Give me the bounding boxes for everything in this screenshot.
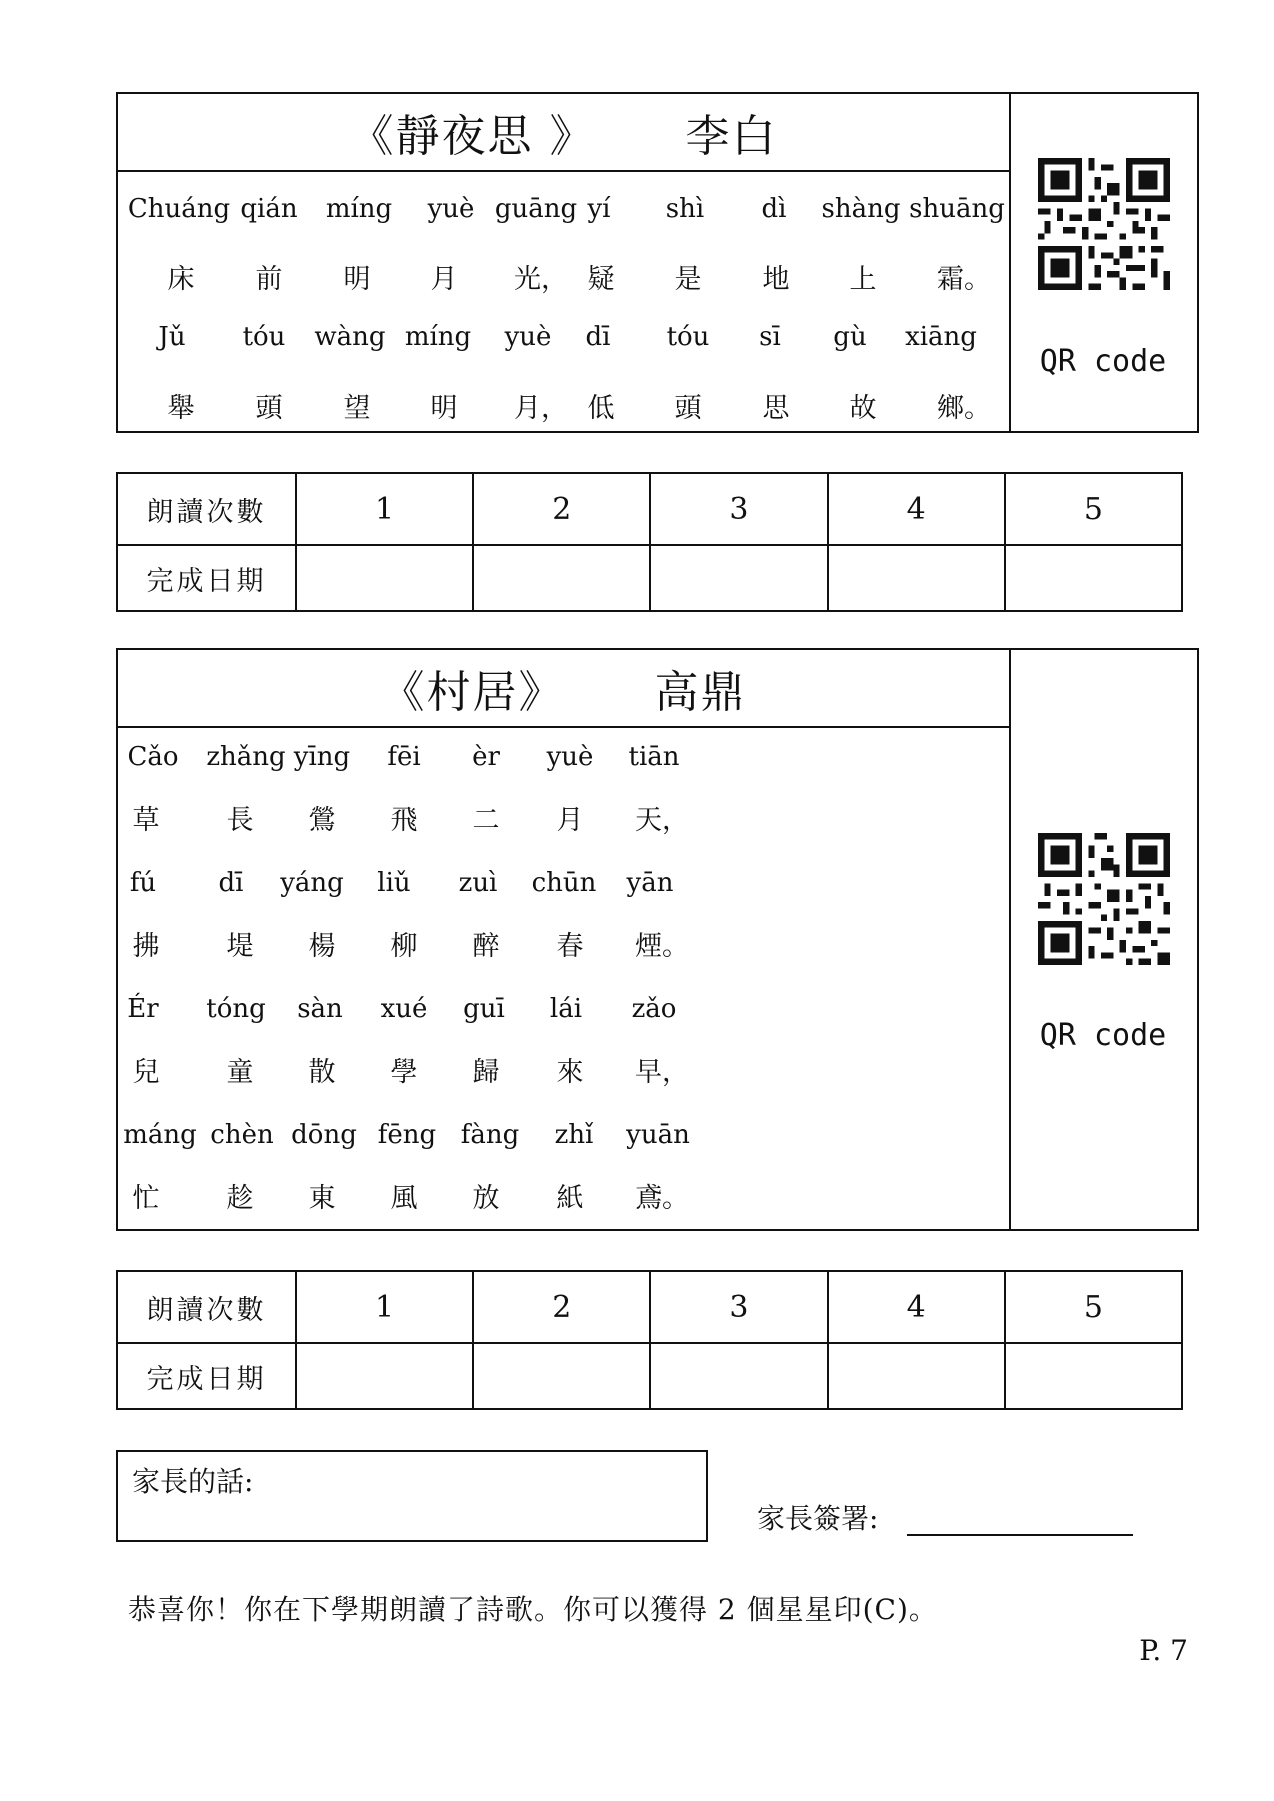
pinyin: yuè [427, 194, 475, 224]
completion-date-cell[interactable] [828, 1343, 1005, 1409]
pinyin: lái [549, 994, 583, 1024]
completion-date-cell[interactable] [1005, 1343, 1182, 1409]
pinyin: fàng [460, 1120, 520, 1150]
pinyin: zuì [458, 868, 498, 898]
poem-1-title: 《靜夜思 》 [349, 111, 596, 162]
poem-1-title-bar [118, 94, 1009, 172]
pinyin: yáng [280, 868, 344, 898]
reading-count-cell: 2 [473, 1271, 650, 1343]
pinyin: fú [129, 868, 157, 898]
pinyin: chūn [531, 868, 597, 898]
qr-code-label: QR code [1039, 1018, 1167, 1053]
poem-box-2 [116, 648, 1199, 1231]
hanzi: 二 [472, 805, 500, 836]
pinyin: yuān [626, 1120, 690, 1150]
hanzi: 疑 [587, 264, 615, 295]
pinyin: fēi [387, 742, 421, 772]
hanzi: 月 [430, 264, 458, 295]
reading-count-cell: 3 [650, 473, 827, 545]
hanzi: 鶯 [308, 805, 336, 836]
pinyin: shuāng [909, 194, 1005, 224]
hanzi: 地 [762, 264, 790, 295]
pinyin: dī [218, 868, 244, 898]
pinyin: liǔ [377, 868, 411, 898]
poem-1-content [118, 94, 1011, 431]
pinyin: zhǐ [554, 1120, 594, 1150]
poem-1-author: 李白 [685, 111, 778, 162]
hanzi: 煙。 [635, 931, 689, 962]
pinyin: tóng [206, 994, 266, 1024]
reading-count-cell: 3 [650, 1271, 827, 1343]
pinyin: dī [585, 322, 611, 352]
hanzi: 趁 [226, 1183, 254, 1214]
hanzi: 光， [514, 264, 568, 295]
hanzi: 醉 [472, 931, 500, 962]
pinyin: Jǔ [158, 322, 186, 352]
pinyin: fēng [377, 1120, 437, 1150]
hanzi: 來 [556, 1057, 584, 1088]
hanzi: 春 [556, 931, 584, 962]
qr-code-label: QR code [1039, 344, 1167, 379]
hanzi: 紙 [556, 1183, 584, 1214]
reading-count-cell: 4 [828, 1271, 1005, 1343]
hanzi: 拂 [132, 931, 160, 962]
pinyin: zhǎng [206, 742, 286, 772]
reading-count-cell: 1 [296, 1271, 473, 1343]
pinyin: qián [240, 194, 298, 224]
completion-date-label: 完成日期 [117, 1343, 296, 1409]
pinyin: Chuáng [127, 194, 231, 224]
hanzi: 霜。 [937, 264, 991, 295]
reading-count-cell: 2 [473, 473, 650, 545]
poem-1-lines [118, 172, 1009, 431]
completion-date-cell[interactable] [296, 545, 473, 611]
pinyin: xué [380, 994, 428, 1024]
hanzi: 低 [587, 393, 615, 424]
pinyin: guī [463, 994, 505, 1024]
completion-date-cell[interactable] [473, 545, 650, 611]
pinyin: wàng [314, 322, 386, 352]
qr-code-icon[interactable] [1038, 833, 1170, 965]
reading-count-label: 朗讀次數 [117, 1271, 296, 1343]
pinyin: guāng [494, 194, 578, 224]
hanzi: 月， [514, 393, 568, 424]
pinyin: èr [472, 742, 500, 772]
hanzi: 放 [472, 1183, 500, 1214]
hanzi: 歸 [472, 1057, 500, 1088]
hanzi: 鄉。 [937, 393, 991, 424]
hanzi: 月 [556, 805, 584, 836]
pinyin: gù [833, 322, 867, 352]
hanzi: 散 [308, 1057, 336, 1088]
hanzi: 鳶。 [635, 1183, 689, 1214]
hanzi: 兒 [132, 1057, 160, 1088]
pinyin: tóu [242, 322, 286, 352]
hanzi: 上 [849, 264, 877, 295]
hanzi: 頭 [255, 393, 283, 424]
table-row [117, 545, 1182, 611]
reading-count-cell: 5 [1005, 1271, 1182, 1343]
congratulation-message: 恭喜你！你在下學期朗讀了詩歌。你可以獲得 2 個星星印(C)。 [128, 1593, 938, 1626]
poem-2-lines [118, 728, 1009, 1229]
pinyin: máng [123, 1120, 197, 1150]
pinyin: tóu [666, 322, 710, 352]
hanzi: 舉 [167, 393, 195, 424]
pinyin: yuè [504, 322, 552, 352]
hanzi: 床 [167, 264, 195, 295]
reading-count-cell: 5 [1005, 473, 1182, 545]
completion-date-label: 完成日期 [117, 545, 296, 611]
pinyin: tiān [628, 742, 680, 772]
parent-note-box[interactable] [116, 1450, 708, 1542]
reading-count-cell: 1 [296, 473, 473, 545]
pinyin: dōng [291, 1120, 357, 1150]
hanzi: 是 [674, 264, 702, 295]
parent-note-label: 家長的話: [132, 1465, 254, 1498]
table-row [117, 473, 1182, 545]
hanzi: 童 [226, 1057, 254, 1088]
hanzi: 前 [255, 264, 283, 295]
pinyin: yān [626, 868, 674, 898]
reading-log-table-2 [116, 1270, 1183, 1410]
page-number: P. 7 [1139, 1634, 1188, 1667]
pinyin: xiāng [905, 322, 977, 352]
pinyin: zǎo [631, 994, 677, 1024]
reading-count-cell: 4 [828, 473, 1005, 545]
hanzi: 天， [635, 805, 689, 836]
completion-date-cell[interactable] [828, 545, 1005, 611]
poem-2-title: 《村居》 [380, 667, 565, 718]
pinyin: yí [587, 194, 611, 224]
pinyin: míng [404, 322, 472, 352]
hanzi: 明 [343, 264, 371, 295]
hanzi: 楊 [308, 931, 336, 962]
hanzi: 東 [308, 1183, 336, 1214]
table-row [117, 1271, 1182, 1343]
table-row [117, 1343, 1182, 1409]
hanzi: 頭 [674, 393, 702, 424]
completion-date-cell[interactable] [473, 1343, 650, 1409]
completion-date-cell[interactable] [1005, 545, 1182, 611]
hanzi: 忙 [132, 1183, 160, 1214]
hanzi: 堤 [226, 931, 254, 962]
completion-date-cell[interactable] [650, 545, 827, 611]
pinyin: míng [325, 194, 393, 224]
parent-signature-label: 家長簽署: [757, 1502, 879, 1535]
hanzi: 柳 [390, 931, 418, 962]
parent-signature-line[interactable] [907, 1534, 1133, 1536]
hanzi: 早， [635, 1057, 689, 1088]
hanzi: 飛 [390, 805, 418, 836]
pinyin: shàng [821, 194, 901, 224]
hanzi: 望 [343, 393, 371, 424]
pinyin: dì [761, 194, 787, 224]
pinyin: shì [665, 194, 705, 224]
poem-2-title-bar [118, 650, 1009, 728]
poem-2-content [118, 650, 1011, 1229]
pinyin: chèn [210, 1120, 274, 1150]
poem-2-author: 高鼎 [654, 667, 747, 718]
pinyin: Ér [127, 994, 159, 1024]
hanzi: 故 [849, 393, 877, 424]
hanzi: 長 [226, 805, 254, 836]
pinyin: sī [759, 322, 781, 352]
hanzi: 草 [132, 805, 160, 836]
poem-2-qr-column [1009, 650, 1197, 1229]
reading-count-label: 朗讀次數 [117, 473, 296, 545]
hanzi: 明 [430, 393, 458, 424]
poem-box-1 [116, 92, 1199, 433]
hanzi: 思 [762, 393, 790, 424]
pinyin: yuè [546, 742, 594, 772]
reading-log-table-1 [116, 472, 1183, 612]
pinyin: sàn [297, 994, 343, 1024]
pinyin: Cǎo [127, 742, 179, 772]
hanzi: 風 [390, 1183, 418, 1214]
hanzi: 學 [390, 1057, 418, 1088]
completion-date-cell[interactable] [650, 1343, 827, 1409]
completion-date-cell[interactable] [296, 1343, 473, 1409]
qr-code-icon[interactable] [1038, 158, 1170, 290]
pinyin: yīng [293, 742, 351, 772]
poem-1-qr-column [1009, 94, 1197, 431]
